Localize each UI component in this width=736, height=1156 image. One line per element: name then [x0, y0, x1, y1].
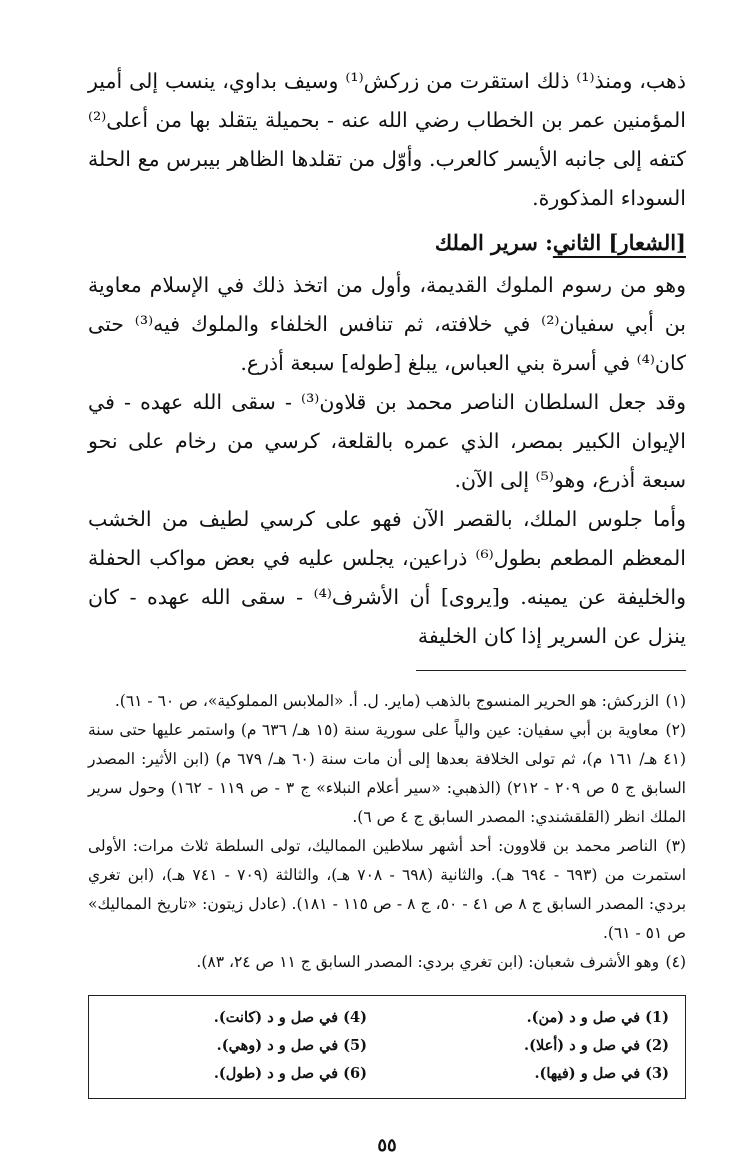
footnote-separator	[416, 670, 686, 671]
variant-note: (5) في صل و د (وهي).	[216, 1037, 367, 1054]
footnote-number: (٣)	[665, 837, 686, 855]
footnote	[88, 832, 686, 948]
footnote-number: (٢)	[665, 721, 686, 739]
footnote	[88, 687, 686, 716]
footnote	[88, 716, 686, 832]
manuscript-variants-box	[88, 995, 686, 1099]
footnote-text: وهو الأشرف شعبان: (ابن تغري بردي: المصدر السابق ج ١١ ص ٢٤، ٨٣).	[196, 953, 660, 971]
variant-note: (2) في صل و د (أعلا).	[524, 1037, 669, 1054]
variant-note: (6) في صل و د (طول).	[213, 1065, 367, 1082]
footnote-text: الناصر محمد بن قلاوون: أحد أشهر سلاطين المماليك، تولى السلطة ثلاث مرات: الأولى استمرت من (٦٩٣ - ٦٩٤ هـ). والثانية (٦٩٨ - ٧٠٨ هـ)، والثالثة (٧٠٩ - ٧٤١ هـ)، (ابن تغري بردي: المصدر السابق ج ٨ ص ٤١ - ٥٠، ج ٨ - ص ١١٥ - ١٨١). (عادل زيتون: «تاريخ المماليك» ص ٥١ - ٦١).	[88, 837, 687, 942]
variant-note: (1) في صل و د (من).	[526, 1009, 669, 1026]
footnote-number: (١)	[665, 692, 686, 710]
section-heading	[88, 224, 686, 262]
paragraph-1: ذهب، ومنذ⁽¹⁾ ذلك استقرت من زركش⁽¹⁾ وسيف بداوي، ينسب إلى أمير المؤمنين عمر بن الخطاب رضي الله عنه - بحميلة يتقلد بها من أعلى⁽²⁾ كتفه إلى جانبه الأيسر كالعرب. وأوّل من تقلدها الظاهر بيبرس مع الحلة السوداء المذكورة.	[88, 69, 686, 210]
variant-note: (4) في صل و د (كانت).	[213, 1009, 367, 1026]
page	[88, 62, 686, 1156]
footnote	[88, 948, 686, 977]
heading-label: [الشعار] الثاني	[552, 230, 686, 255]
paragraph-4: وأما جلوس الملك، بالقصر الآن فهو على كرسي لطيف من الخشب المعظم المطعم بطول⁽⁶⁾ ذراعين، يجلس عليه في بعض مواكب الحفلة والخليفة عن يمينه. و[يروى] أن الأشرف⁽⁴⁾ - سقى الله عهده - كان ينزل عن السرير إذا كان الخليفة	[88, 507, 686, 648]
paragraph-2: وهو من رسوم الملوك القديمة، وأول من اتخذ ذلك في الإسلام معاوية بن أبي سفيان⁽²⁾ في خلافته، ثم تنافس الخلفاء والملوك فيه⁽³⁾ حتى كان⁽⁴⁾ في أسرة بني العباس، يبلغ [طوله] سبعة أذرع.	[88, 273, 687, 375]
page-number: ٥٥	[377, 1135, 397, 1156]
footnote-number: (٤)	[665, 953, 686, 971]
variant-note: (3) في صل و (فيها).	[534, 1065, 669, 1082]
paragraph-3: وقد جعل السلطان الناصر محمد بن قلاون⁽³⁾ - سقى الله عهده - في الإيوان الكبير بمصر، الذي عمره بالقلعة، كرسي من رخام على نحو سبعة أذرع، وهو⁽⁵⁾ إلى الآن.	[88, 390, 686, 492]
footnote-text: معاوية بن أبي سفيان: عين والياً على سورية سنة (١٥ هـ/ ٦٣٦ م) واستمر عليها حتى سنة (٤١ هـ/ ١٦١ م)، ثم تولى الخلافة بعدها إلى أن مات سنة (٦٠ هـ/ ٦٧٩ م) (ابن الأثير: المصدر السابق ج ٥ ص ٢٠٩ - ٢١٢) (الذهبي: «سير أعلام النبلاء» ج ٣ - ص ١١٩ - ١٦٢) وحول سرير الملك انظر (القلقشندي: المصدر السابق ج ٤ ص ٦).	[88, 721, 686, 826]
footnote-text: الزركش: هو الحرير المنسوج بالذهب (ماير. ل. أ. «الملابس المملوكية»، ص ٦٠ - ٦١).	[114, 692, 660, 710]
footnotes	[88, 687, 686, 977]
heading-title: : سرير الملك	[434, 230, 553, 255]
